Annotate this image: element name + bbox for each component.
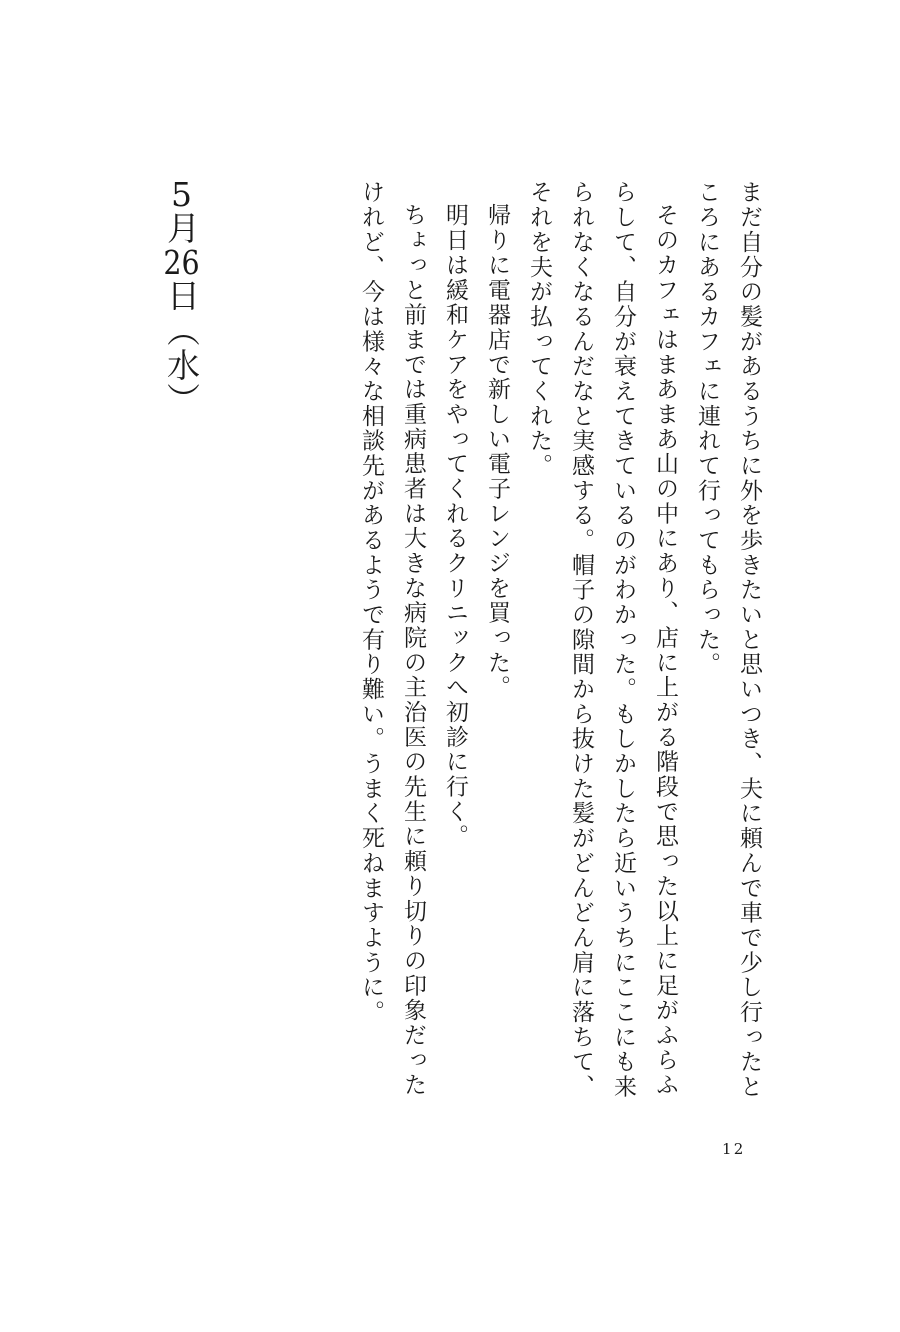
date-heading xyxy=(158,178,205,417)
date-month: 5 xyxy=(171,178,192,211)
paragraph-4: 明日は緩和ケアをやってくれるクリニックへ初診に行く。 xyxy=(442,203,468,849)
body-text xyxy=(350,180,770,1120)
date-month-unit: 月 xyxy=(162,211,201,246)
paragraph-2: そのカフェはまあまあ山の中にあり、店に上がる階段で思った以上に足がふらふらして、自分が衰えてきているのがわかった。もしかしたら近いうちにここにも来られなくなるんだなと実感する。帽子の隙間から抜けた髪がどんどん肩に落ちて、それを夫が払ってくれた。 xyxy=(526,180,678,1100)
paragraph-1: まだ自分の髪があるうちに外を歩きたいと思いつき、夫に頼んで車で少し行ったところにあるカフェに連れて行ってもらった。 xyxy=(694,180,762,1100)
date-weekday: （水） xyxy=(162,313,201,418)
date-day-unit: 日 xyxy=(162,278,201,314)
paragraph-5: ちょっと前までは重病患者は大きな病院の主治医の先生に頼り切りの印象だったけれど、今は様々な相談先があるようで有り難い。うまく死ねますように。 xyxy=(358,180,426,1098)
date-day: 26 xyxy=(163,245,200,279)
paragraph-3: 帰りに電器店で新しい電子レンジを買った。 xyxy=(484,203,510,700)
page-number: 12 xyxy=(722,1140,746,1158)
